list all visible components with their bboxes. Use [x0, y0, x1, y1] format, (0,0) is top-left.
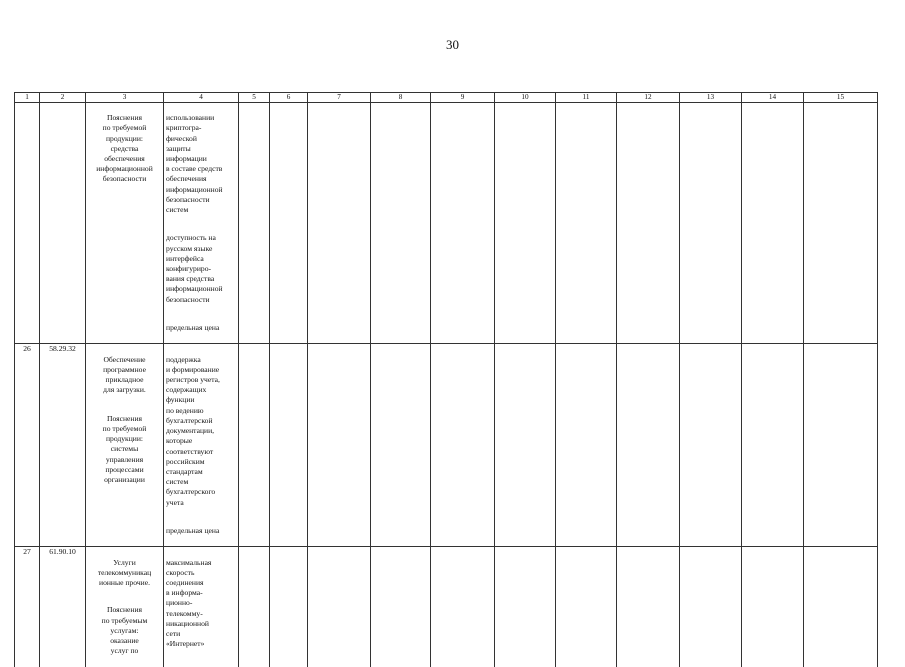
item-name-cell [86, 344, 164, 547]
column-number-row [15, 93, 878, 103]
procurement-table [14, 92, 878, 667]
column-header: 1 [15, 93, 40, 103]
empty-cell [617, 103, 680, 344]
table-row [15, 103, 878, 344]
item-name-cell [86, 547, 164, 667]
empty-cell [556, 344, 617, 547]
empty-cell [495, 547, 556, 667]
empty-cell [495, 344, 556, 547]
empty-cell [431, 547, 495, 667]
empty-cell [371, 344, 431, 547]
empty-cell [270, 103, 308, 344]
characteristic-text: предельная цена [166, 323, 220, 333]
empty-cell [742, 547, 804, 667]
empty-cell [308, 547, 371, 667]
characteristic-text: использовании криптогра- фической защиты информации в составе средств обеспечения информационной безопасности систем [166, 113, 223, 215]
empty-cell [371, 547, 431, 667]
empty-cell [804, 103, 878, 344]
empty-cell [680, 547, 742, 667]
item-name-text: Пояснения по требуемой продукции: средства обеспечения информационной безопасности [96, 113, 153, 184]
characteristic-text: поддержка и формирование регистров учета, содержащих функции по ведению бухгалтерской документации, которые соответствуют российским стандартам систем бухгалтерского учета [166, 354, 220, 507]
item-name-text: Услуги телекоммуникац ионные прочие. [97, 557, 152, 587]
empty-cell [308, 344, 371, 547]
empty-cell [431, 344, 495, 547]
table-row [15, 344, 878, 547]
empty-cell [556, 103, 617, 344]
column-header: 2 [40, 93, 86, 103]
column-header: 13 [680, 93, 742, 103]
okpd-code [40, 103, 86, 344]
empty-cell [617, 344, 680, 547]
column-header: 15 [804, 93, 878, 103]
item-name-text: Пояснения по требуемой продукции: системы управления процессами организации [102, 413, 147, 484]
column-header: 7 [308, 93, 371, 103]
column-header: 12 [617, 93, 680, 103]
empty-cell [742, 103, 804, 344]
column-header: 3 [86, 93, 164, 103]
empty-cell [680, 103, 742, 344]
empty-cell [680, 344, 742, 547]
column-header: 10 [495, 93, 556, 103]
column-header: 6 [270, 93, 308, 103]
column-header: 9 [431, 93, 495, 103]
column-header: 8 [371, 93, 431, 103]
item-name-text: Пояснения по требуемым услугам: оказание услуг по [101, 605, 148, 656]
empty-cell [742, 344, 804, 547]
okpd-code: 58.29.32 [40, 344, 86, 547]
empty-cell [308, 103, 371, 344]
column-header: 5 [239, 93, 270, 103]
empty-cell [239, 103, 270, 344]
characteristics-cell [164, 547, 239, 667]
page-number: 30 [446, 37, 459, 52]
empty-cell [431, 103, 495, 344]
characteristic-text: предельная цена [166, 525, 220, 535]
empty-cell [617, 547, 680, 667]
empty-cell [371, 103, 431, 344]
column-header: 14 [742, 93, 804, 103]
table-row [15, 547, 878, 667]
characteristic-text: максимальная скорость соединения в информа- ционно- телекомму- никационной сети «Интернет» [166, 557, 212, 649]
row-number: 27 [15, 547, 40, 667]
row-number [15, 103, 40, 344]
row-number: 26 [15, 344, 40, 547]
empty-cell [804, 547, 878, 667]
empty-cell [239, 547, 270, 667]
empty-cell [556, 547, 617, 667]
empty-cell [239, 344, 270, 547]
empty-cell [270, 344, 308, 547]
item-name-cell [86, 103, 164, 344]
empty-cell [495, 103, 556, 344]
empty-cell [804, 344, 878, 547]
item-name-text: Обеспечение программное прикладное для загрузки. [103, 354, 146, 395]
okpd-code: 61.90.10 [40, 547, 86, 667]
characteristics-cell [164, 344, 239, 547]
empty-cell [270, 547, 308, 667]
column-header: 11 [556, 93, 617, 103]
characteristic-text: доступность на русском языке интерфейса конфигуриро- вания средства информационной безопасности [166, 233, 223, 304]
characteristics-cell [164, 103, 239, 344]
column-header: 4 [164, 93, 239, 103]
